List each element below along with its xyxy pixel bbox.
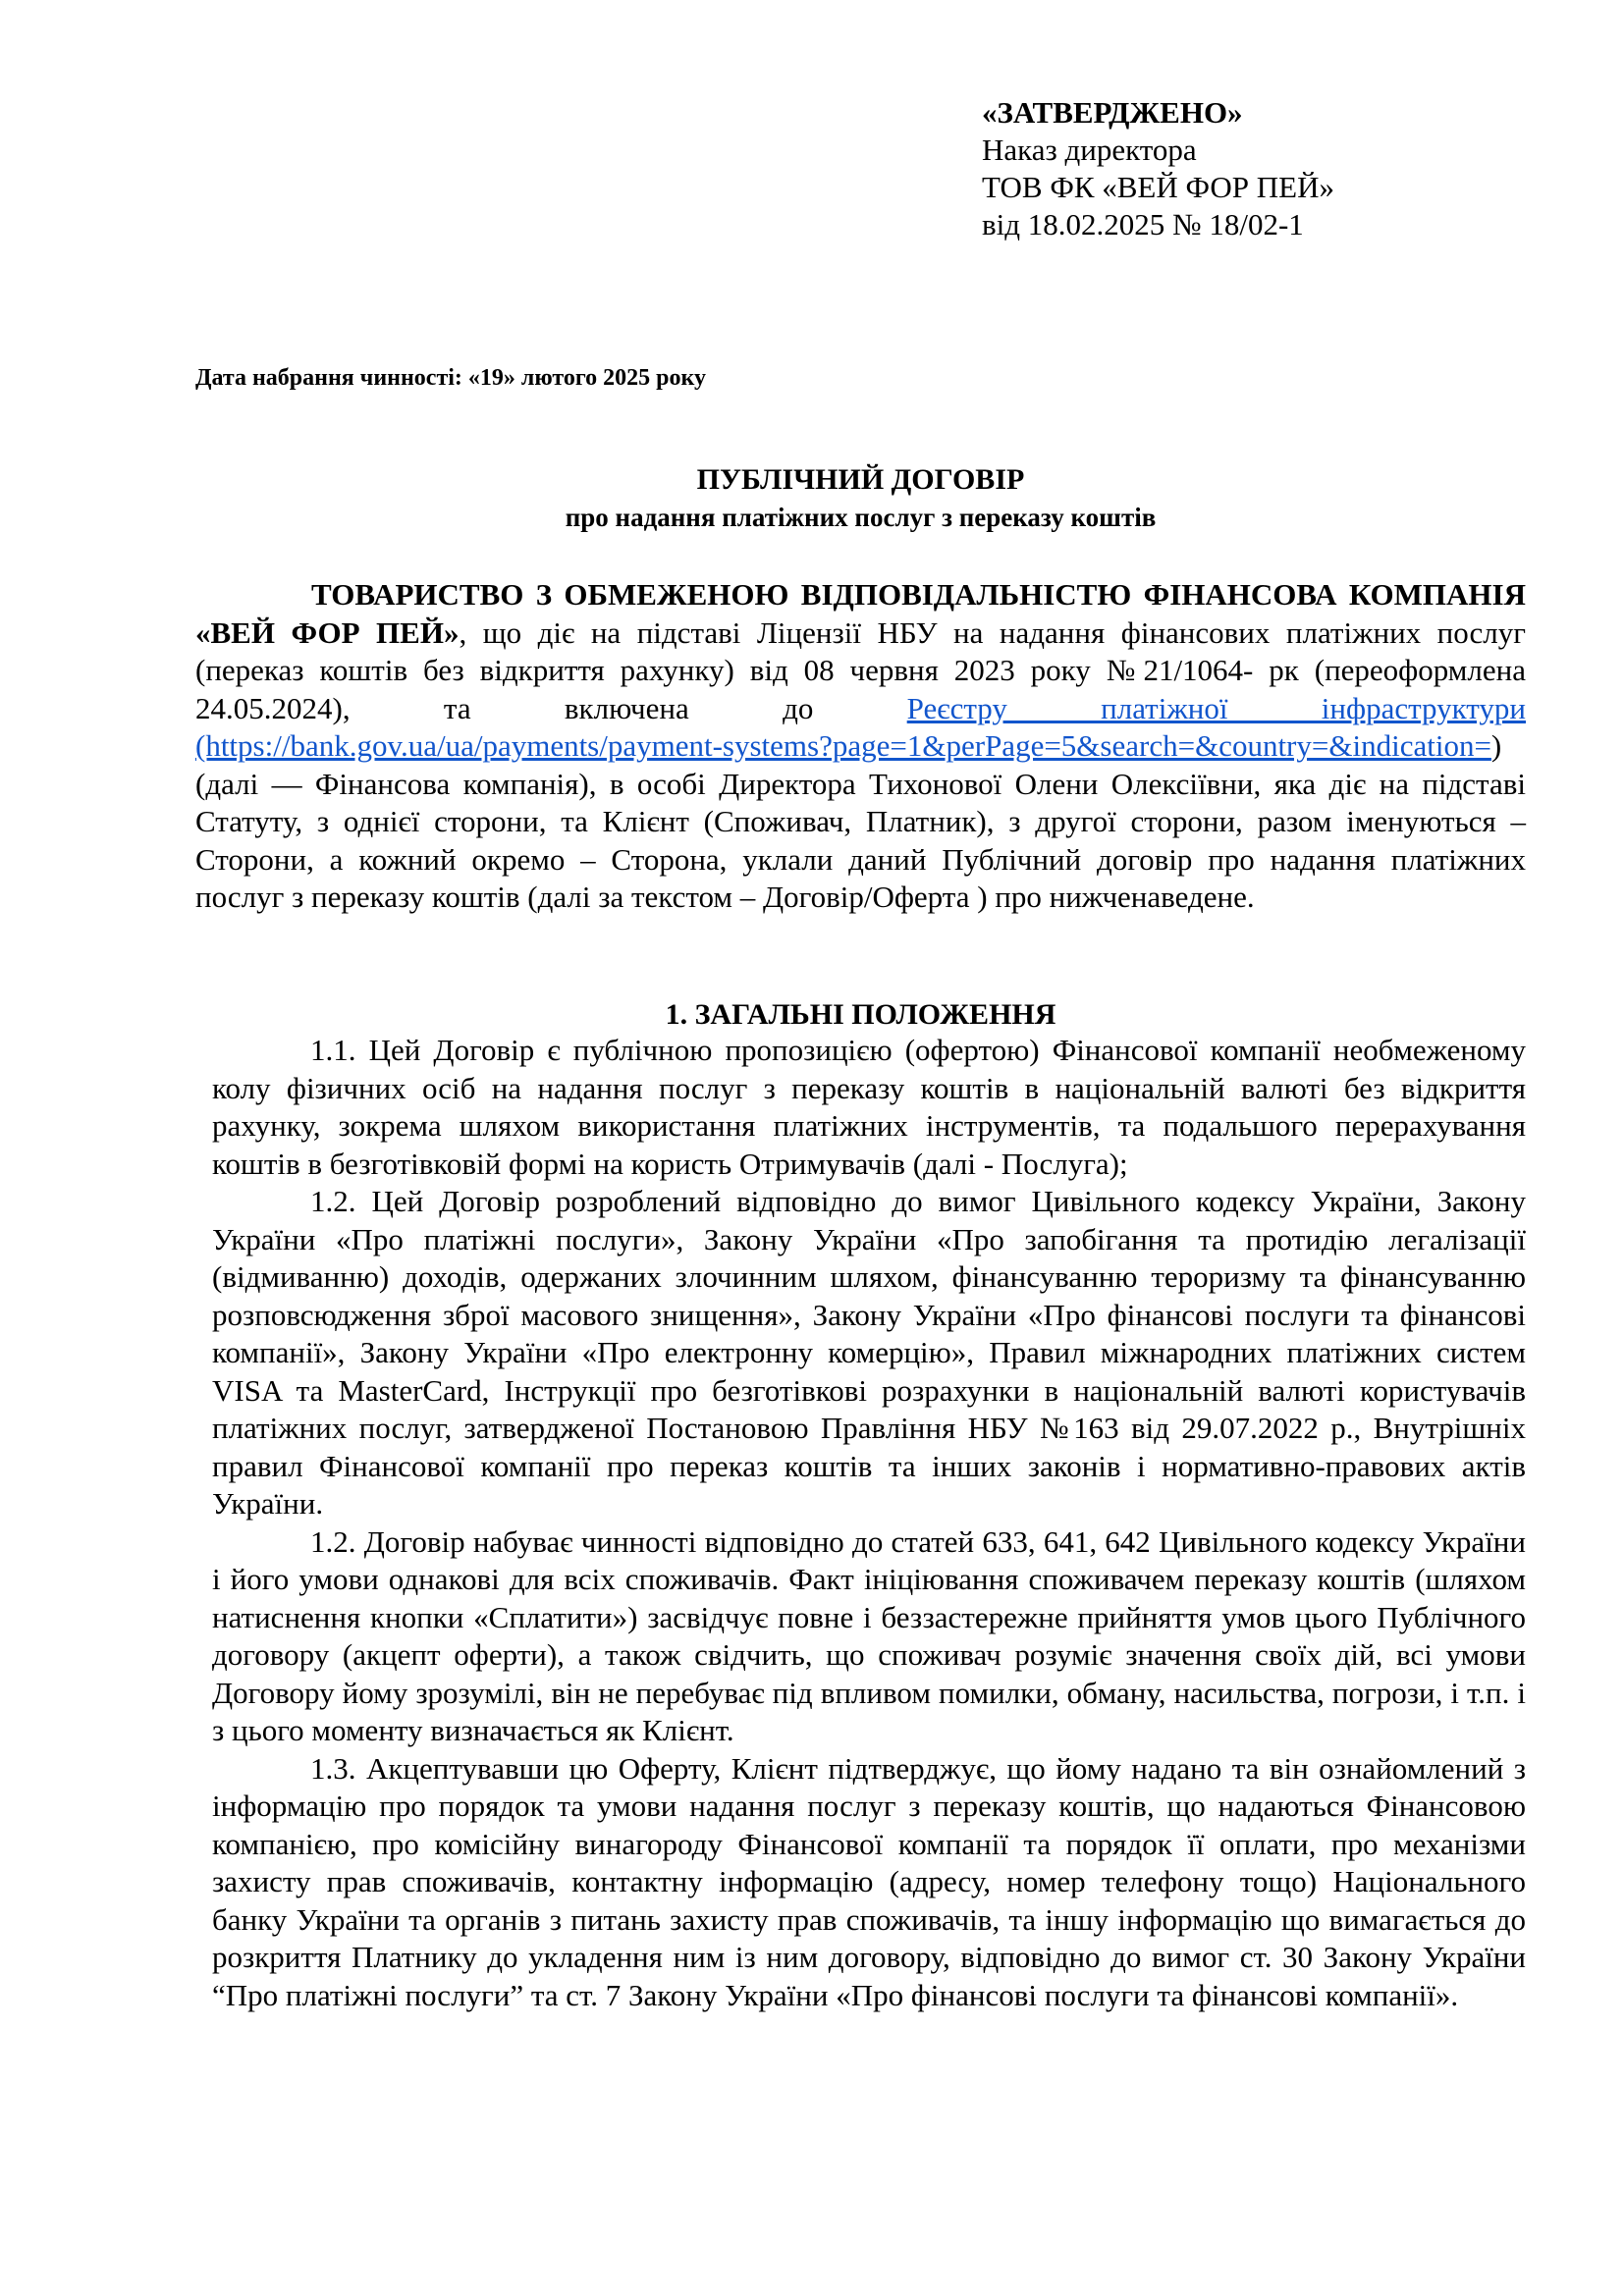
approval-date: від 18.02.2025 № 18/02-1 bbox=[982, 207, 1304, 241]
preamble-paragraph bbox=[195, 576, 1526, 917]
section-1-title: 1. ЗАГАЛЬНІ ПОЛОЖЕННЯ bbox=[665, 998, 1056, 1031]
approval-company: ТОВ ФК «ВЕЙ ФОР ПЕЙ» bbox=[982, 170, 1334, 204]
preamble-text-1: , що діє на підставі Ліцензії НБУ на надання фінансових платіжних послуг (переказ коштів без відкриття рахунку) від 08 червня 2023 року №21/1064- рк (переоформлена 24.05.2024), та включена до bbox=[195, 614, 1526, 725]
approval-order: Наказ директора bbox=[982, 133, 1197, 167]
clause-1-2: 1.2. Цей Договір розроблений відповідно до вимог Цивільного кодексу України, Закону України «Про платіжні послуги», Закону України «Про запобігання та протидію легалізації (відмиванню) доходів, одержаних злочинним шляхом, фінансуванню тероризму та фінансуванню розповсюдження зброї масового знищення», Закону України «Про фінансові послуги та фінансові компанії», Закону України «Про електронну комерцію», Правил міжнародних платіжних систем VISA та MasterCard, Інструкції про безготівкові розрахунки в національній валюті користувачів платіжних послуг, затвердженої Постановою Правління НБУ №163 від 29.07.2022 р., Внутрішніх правил Фінансової компанії про переказ коштів та інших законів і нормативно-правових актів України. bbox=[212, 1184, 1526, 1521]
registry-link[interactable]: Реєстру платіжної інфраструктури (https://bank.gov.ua/ua/payments/payment-systems?page=1&perPage=5&search=&country=&indication= bbox=[195, 690, 1526, 763]
effective-date: Дата набрання чинності: «19» лютого 2025 року bbox=[195, 365, 707, 391]
title-main: ПУБЛІЧНИЙ ДОГОВІР bbox=[696, 463, 1025, 496]
section-1-body bbox=[212, 1032, 1526, 2014]
company-name: ТОВАРИСТВО З ОБМЕЖЕНОЮ ВІДПОВІДАЛЬНІСТЮ ФІНАНСОВА КОМПАНІЯ «ВЕЙ ФОР ПЕЙ» bbox=[195, 577, 1526, 650]
approval-block bbox=[982, 94, 1334, 243]
approval-stamp: «ЗАТВЕРДЖЕНО» bbox=[982, 95, 1243, 130]
preamble-text-2: ) (далі — Фінансова компанія), в особі Директора Тихонової Олени Олексіївни, яка діє на підставі Статуту, з однієї сторони, та Клієнт (Споживач, Платник), з другої сторони, разом іменуються – Сторони, а кожний окремо – Сторона, уклали даний Публічний договір про надання платіжних послуг з переказу коштів (далі за текстом – Договір/Оферта ) про нижченаведене. bbox=[195, 728, 1526, 914]
clause-1-1: 1.1. Цей Договір є публічною пропозицією (офертою) Фінансової компанії необмеженому колу фізичних осіб на надання послуг з переказу коштів в національній валюті без відкриття рахунку, зокрема шляхом використання платіжних інструментів, та подальшого перерахування коштів в безготівковій формі на користь Отримувачів (далі - Послуга); bbox=[212, 1033, 1526, 1181]
clause-1-3: 1.3. Акцептувавши цю Оферту, Клієнт підтверджує, що йому надано та він ознайомлений з інформацію про порядок та умови надання послуг з переказу коштів, що надаються Фінансовою компанією, про комісійну винагороду Фінансової компанії та порядок її оплати, про механізми захисту прав споживачів, контактну інформацію (адресу, номер телефону тощо) Національного банку України та органів з питань захисту прав споживачів, та іншу інформацію що вимагається до розкриття Платнику до укладення ним із ним договору, відповідно до вимог ст. 30 Закону України “Про платіжні послуги” та ст. 7 Закону України «Про фінансові послуги та фінансові компанії». bbox=[212, 1750, 1526, 2012]
preamble bbox=[195, 576, 1526, 917]
clause-1-2-effect: 1.2. Договір набуває чинності відповідно до статей 633, 641, 642 Цивільного кодексу України і його умови однакові для всіх споживачів. Факт ініціювання споживачем переказу коштів (шляхом натиснення кнопки «Сплатити») засвідчує повне і беззастережне прийняття умов цього Публічного договору (акцепт оферти), а також свідчить, що споживач розуміє значення своїх дій, всі умови Договору йому зрозумілі, він не перебуває під впливом помилки, обману, насильства, погрози, і т.п. і з цього моменту визначається як Клієнт. bbox=[212, 1523, 1526, 1747]
document-title bbox=[195, 461, 1526, 536]
title-subtitle: про надання платіжних послуг з переказу коштів bbox=[565, 503, 1157, 532]
